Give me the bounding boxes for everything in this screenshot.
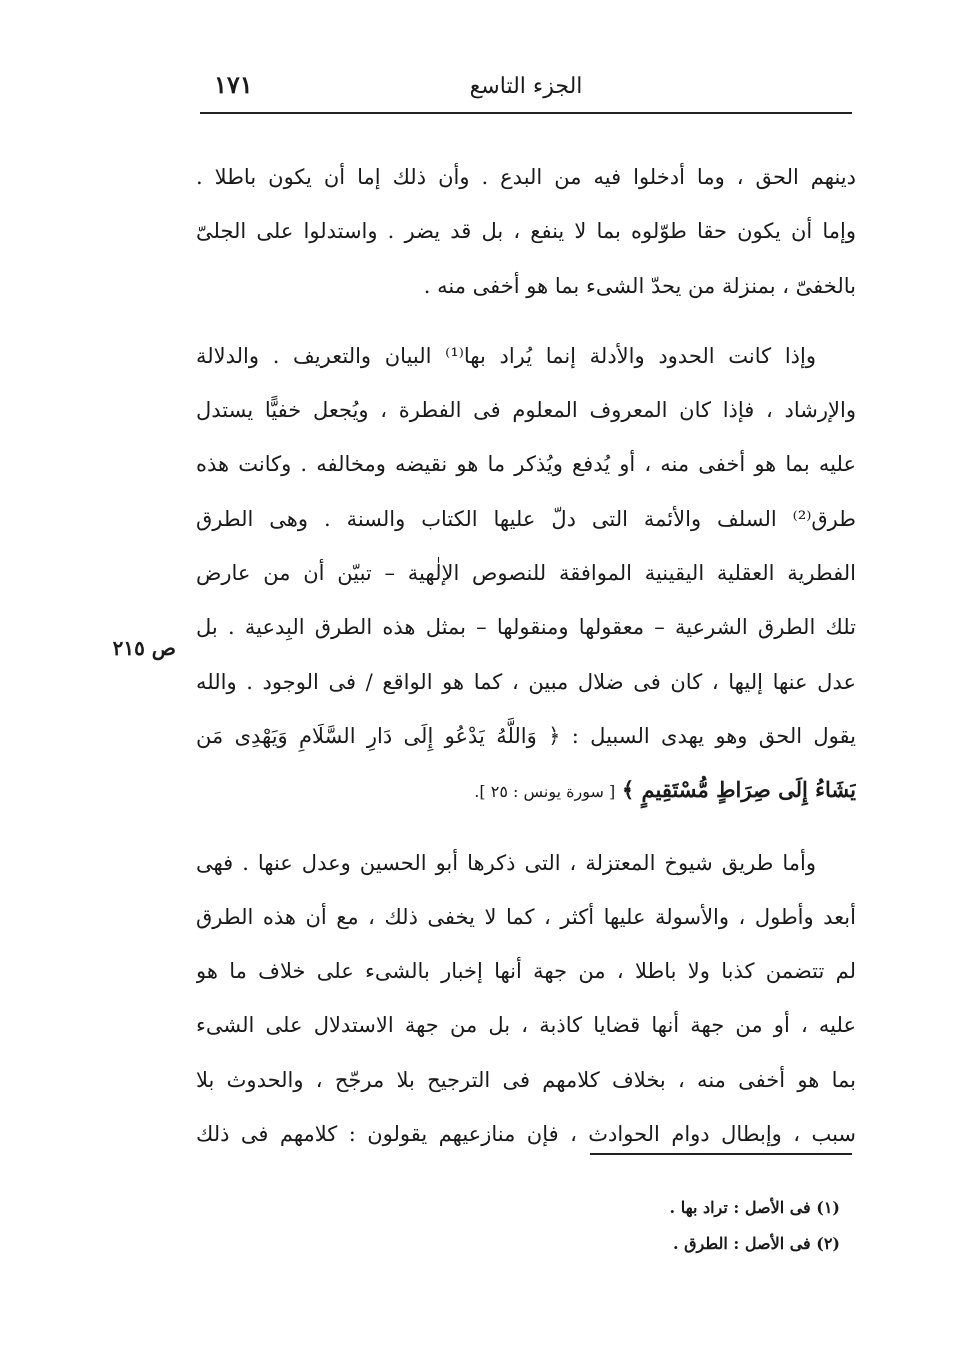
text-line: عليه بما هو أخفى منه ، أو يُدفع ويُذكر ما هو نقيضه ومخالفه . وكانت هذه — [196, 452, 856, 477]
text-line: تلك الطرق الشرعية – معقولها ومنقولها – بمثل هذه الطرق البِدعية . بل — [196, 615, 856, 640]
text-line: الفطرية العقلية اليقينية الموافقة للنصوص الإلٰهية – تبيّن أن من عارض — [196, 561, 856, 586]
text-line: سبب ، وإبطال دوام الحوادث ، فإن منازعيهم يقولون : كلامهم فى ذلك — [196, 1122, 856, 1147]
text-line: بالخفىّ ، بمنزلة من يحدّ الشىء بما هو أخفى منه . — [423, 273, 856, 298]
text-line: والإرشاد ، فإذا كان المعروف المعلوم فى الفطرة ، ويُجعل خفيًّا يستدل — [196, 398, 856, 423]
text-line: بما هو أخفى منه ، بخلاف كلامهم فى الترجيح بلا مرجّح ، والحدوث بلا — [196, 1067, 856, 1092]
running-title: الجزء التاسع — [469, 74, 583, 99]
paragraph-3 — [196, 836, 856, 1162]
text-line: وإذا كانت الحدود والأدلة إنما يُراد بها⁽¹⁾ البيان والتعريف . والدلالة — [196, 343, 816, 368]
quran-verse-end: يَشَاءُ إِلَى صِرَاطٍ مُّسْتَقِيمٍ ﴾ — [621, 777, 856, 803]
margin-page-reference: ص ٢١٥ — [112, 636, 176, 660]
footnote-1: (١) فى الأصل : تراد بها . — [669, 1198, 840, 1217]
text-line: يقول الحق وهو يهدى السبيل : ﴿ وَاللَّهُ يَدْعُو إِلَى دَارِ السَّلَامِ وَيَهْدِى مَن — [196, 723, 856, 748]
page-header — [200, 62, 852, 114]
paragraph-2 — [196, 329, 856, 820]
footnote-divider — [590, 1153, 852, 1155]
text-line: وأما طريق شيوخ المعتزلة ، التى ذكرها أبو الحسين وعدل عنها . فهى — [196, 850, 816, 875]
text-line: طرق⁽²⁾ السلف والأئمة التى دلّ عليها الكتاب والسنة . وهى الطرق — [196, 506, 856, 531]
footnotes — [500, 1190, 840, 1262]
text-line: عدل عنها إليها ، كان فى ضلال مبين ، كما هو الواقع / فى الوجود . والله — [196, 669, 856, 694]
quran-verse-line — [196, 763, 856, 819]
text-line: لم تتضمن كذبا ولا باطلا ، من جهة أنها إخبار بالشىء على خلاف ما هو — [196, 959, 856, 984]
body-text — [196, 150, 856, 1161]
page-number: ١٧١ — [214, 70, 253, 99]
paragraph-1 — [196, 150, 856, 313]
text-line: عليه ، أو من جهة أنها قضايا كاذبة ، بل من جهة الاستدلال على الشىء — [196, 1013, 856, 1038]
footnote-2: (٢) فى الأصل : الطرق . — [672, 1234, 840, 1253]
text-line: أبعد وأطول ، والأسولة عليها أكثر ، كما لا يخفى ذلك ، مع أن هذه الطرق — [196, 904, 856, 929]
sura-reference: [ سورة يونس : ٢٥ ]. — [474, 782, 616, 802]
text-line: وإما أن يكون حقا طوّلوه بما لا ينفع ، بل قد يضر . واستدلوا على الجلىّ — [196, 219, 856, 244]
text-line: دينهم الحق ، وما أدخلوا فيه من البدع . وأن ذلك إما أن يكون باطلا . — [196, 165, 856, 189]
